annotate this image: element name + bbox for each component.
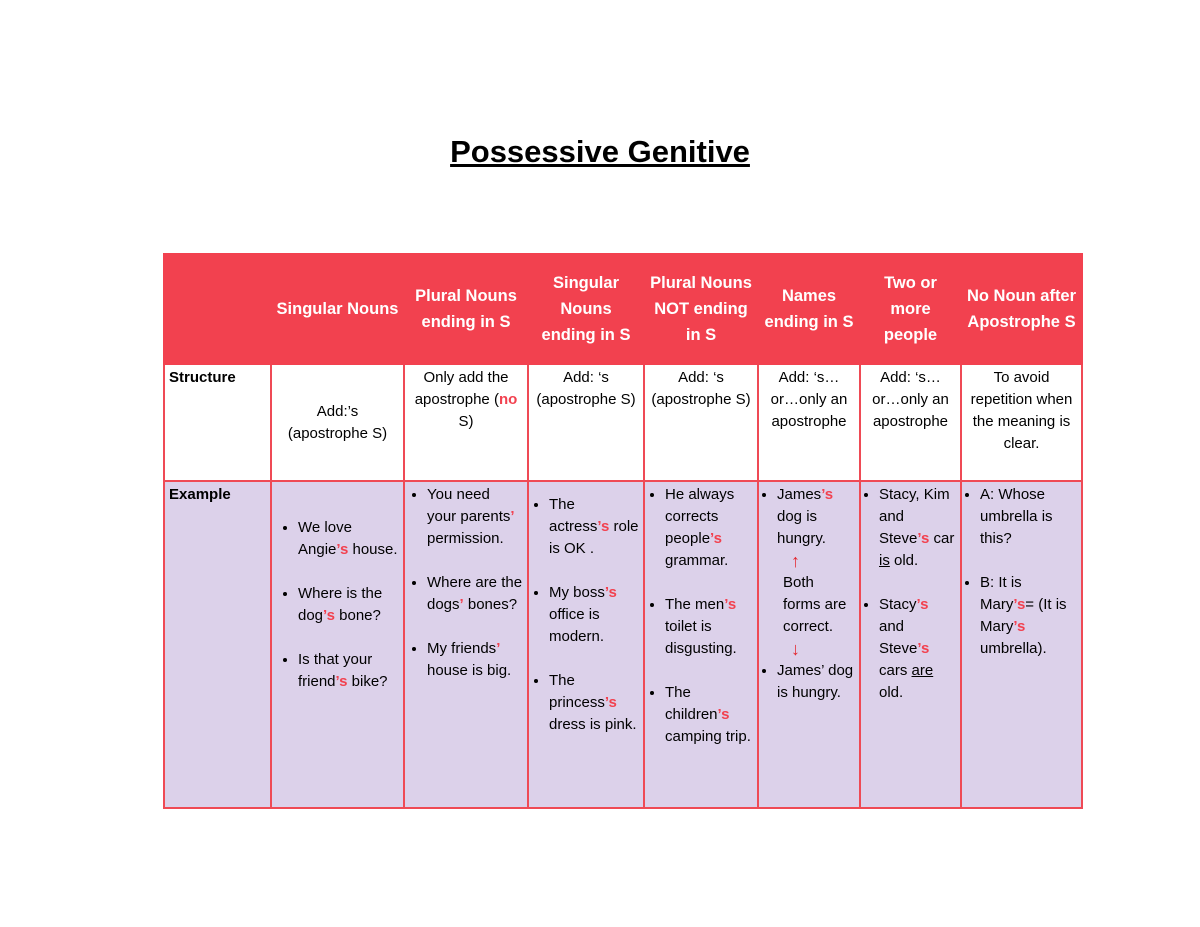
structure-names-s: Add: ‘s… or…only an apostrophe [758, 364, 860, 481]
up-arrow-icon: ↑ [791, 551, 800, 571]
list-item: • My boss’s office is modern. [549, 582, 639, 648]
list-item: • My friends’ house is big. [427, 638, 523, 682]
list-item: • Stacy, Kim and Steve’s car is old. [879, 484, 956, 572]
header-cell-empty [164, 254, 271, 364]
example-plural-not-s [644, 481, 758, 808]
header-no-noun: No Noun after Apostrophe S [961, 254, 1082, 364]
list-item: • The men’s toilet is disgusting. [665, 594, 753, 660]
page-title: Possessive Genitive [450, 134, 750, 169]
example-no-noun [961, 481, 1082, 808]
example-list [763, 484, 855, 550]
example-list [276, 517, 399, 693]
genitive-table [163, 253, 1083, 809]
example-row [164, 481, 1082, 808]
header-singular-nouns-s: Singular Nouns ending in S [528, 254, 644, 364]
list-item: • James’s dog is hungry. [777, 484, 855, 550]
structure-row [164, 364, 1082, 481]
structure-no: no [498, 391, 518, 408]
structure-text: Only add the apostrophe ( [414, 369, 509, 408]
header-row [164, 254, 1082, 364]
example-names-s [758, 481, 860, 808]
header-plural-nouns-not-s: Plural Nouns NOT ending in S [644, 254, 758, 364]
list-item: • Is that your friend’s bike? [298, 649, 399, 693]
structure-singular-text: Add:’s (apostrophe S) [287, 402, 388, 442]
structure-plural-not-s: Add: ‘s (apostrophe S) [644, 364, 758, 481]
list-item: • The actress’s role is OK . [549, 494, 639, 560]
example-list [865, 484, 956, 704]
structure-two-or-more: Add: ‘s… or…only an apostrophe [860, 364, 961, 481]
list-item: • We love Angie’s house. [298, 517, 399, 561]
example-singular-s [528, 481, 644, 808]
down-arrow-icon: ↓ [791, 639, 800, 659]
structure-singular-s: Add: ‘s (apostrophe S) [528, 364, 644, 481]
structure-no-noun: To avoid repetition when the meaning is clear. [961, 364, 1082, 481]
list-item: • The princess’s dress is pink. [549, 670, 639, 736]
structure-singular [271, 364, 404, 481]
list-item: • He always corrects people’s grammar. [665, 484, 753, 572]
example-list [649, 484, 753, 748]
list-item: • The children’s camping trip. [665, 682, 753, 748]
example-list [409, 484, 523, 682]
header-plural-nouns-s: Plural Nouns ending in S [404, 254, 528, 364]
list-item: • James’ dog is hungry. [777, 660, 855, 704]
structure-plural-s [404, 364, 528, 481]
header-names-s: Names ending in S [758, 254, 860, 364]
list-item: • Where is the dog’s bone? [298, 583, 399, 627]
example-plural-s [404, 481, 528, 808]
structure-label: Structure [164, 364, 271, 481]
list-item: • B: It is Mary’s= (It is Mary’s umbrella). [980, 572, 1077, 660]
both-forms-note: Both forms are correct. [783, 574, 847, 635]
example-singular [271, 481, 404, 808]
example-list [763, 660, 855, 704]
example-label: Example [164, 481, 271, 808]
structure-text: S) [458, 413, 474, 430]
example-list [533, 494, 639, 736]
list-item: • Stacy’s and Steve’s cars are old. [879, 594, 956, 704]
header-singular-nouns: Singular Nouns [271, 254, 404, 364]
list-item: • You need your parents’ permission. [427, 484, 523, 550]
example-list [966, 484, 1077, 660]
list-item: • A: Whose umbrella is this? [980, 484, 1077, 550]
example-two-or-more [860, 481, 961, 808]
list-item: • Where are the dogs’ bones? [427, 572, 523, 616]
header-two-or-more: Two or more people [860, 254, 961, 364]
